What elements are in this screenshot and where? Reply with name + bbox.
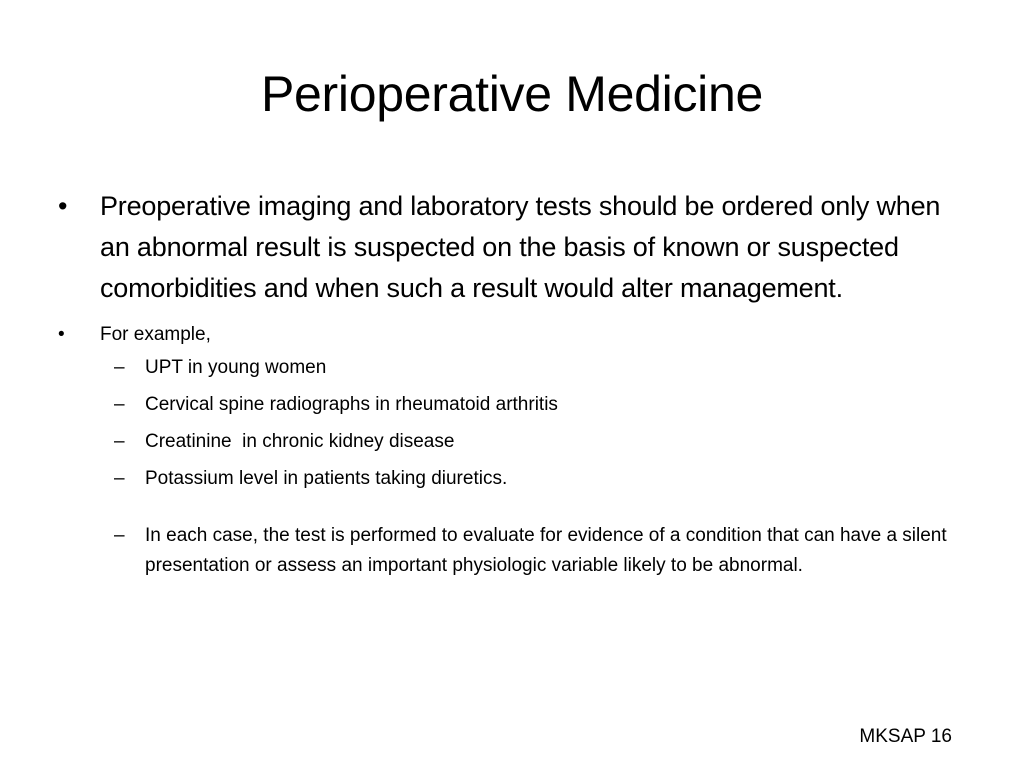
bullet-item-example bbox=[58, 321, 968, 349]
sub-item bbox=[58, 353, 968, 382]
sub-item-text: Creatinine in chronic kidney disease bbox=[145, 431, 455, 452]
sub-item-explanation bbox=[58, 521, 968, 581]
sub-marker: – bbox=[114, 357, 125, 378]
sub-item-text: Potassium level in patients taking diuretics. bbox=[145, 468, 508, 489]
bullet-item-main bbox=[58, 186, 968, 309]
bullet-marker: • bbox=[58, 191, 68, 221]
bullet-text: For example, bbox=[100, 324, 211, 345]
sub-marker: – bbox=[114, 431, 125, 452]
bullet-list bbox=[58, 186, 968, 589]
sub-item bbox=[58, 427, 968, 456]
sub-item-text: In each case, the test is performed to evaluate for evidence of a condition that can have a silent presentation or assess an important physiologic variable likely to be abnormal. bbox=[145, 525, 947, 576]
bullet-text: Preoperative imaging and laboratory tests should be ordered only when an abnormal result is suspected on the basis of known or suspected comorbidities and when such a result would alter management. bbox=[100, 191, 941, 303]
sub-marker: – bbox=[114, 468, 125, 489]
sub-marker: – bbox=[114, 394, 125, 415]
sub-item bbox=[58, 464, 968, 493]
sub-marker: – bbox=[114, 525, 125, 546]
bullet-marker: • bbox=[58, 324, 65, 345]
footer-source: MKSAP 16 bbox=[859, 726, 952, 747]
sub-item bbox=[58, 390, 968, 419]
sub-item-text: UPT in young women bbox=[145, 357, 327, 378]
slide-title: Perioperative Medicine bbox=[261, 66, 763, 122]
sub-item-text: Cervical spine radiographs in rheumatoid arthritis bbox=[145, 394, 558, 415]
example-sublist bbox=[58, 353, 968, 581]
